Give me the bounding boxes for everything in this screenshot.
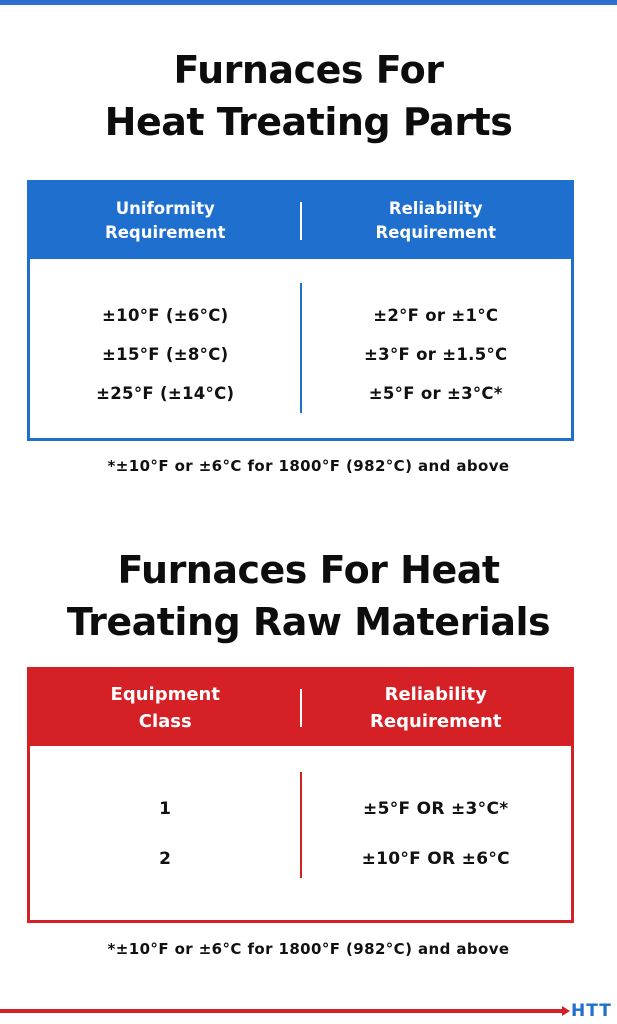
column-divider <box>300 772 302 878</box>
footer-arrow-icon <box>562 1006 570 1016</box>
reliability-column <box>301 746 572 920</box>
footer-rule <box>0 1009 566 1013</box>
column-divider <box>300 283 302 413</box>
header-line: Requirement <box>375 223 496 242</box>
header-line: Reliability <box>384 684 487 705</box>
table-cell: ±10°F OR ±6°C <box>361 849 510 869</box>
reliability-requirement-header <box>301 670 572 746</box>
raw-materials-requirements-table <box>27 667 574 923</box>
header-line: Uniformity <box>115 199 215 218</box>
table-cell: ±10°F (±6°C) <box>102 306 229 325</box>
parts-requirements-table <box>27 180 574 441</box>
reliability-column <box>301 259 572 438</box>
table-cell: ±5°F OR ±3°C* <box>363 799 509 819</box>
table-header <box>30 183 571 259</box>
reliability-requirement-header <box>301 183 572 259</box>
section1-title <box>0 44 617 148</box>
uniformity-requirement-header <box>30 183 301 259</box>
section2-footnote: *±10°F or ±6°C for 1800°F (982°C) and above <box>107 940 510 958</box>
table-cell: ±3°F or ±1.5°C <box>364 345 508 364</box>
header-line: Class <box>138 711 192 732</box>
section2-title <box>0 544 617 648</box>
equipment-class-header <box>30 670 301 746</box>
top-rule <box>0 0 617 5</box>
header-line: Reliability <box>388 199 483 218</box>
htt-logo: HTT <box>571 1001 612 1021</box>
header-divider <box>300 202 302 240</box>
table-header <box>30 670 571 746</box>
header-line: Requirement <box>370 711 502 732</box>
section1-title-line1: Furnaces For <box>173 48 444 92</box>
table-cell: ±2°F or ±1°C <box>373 306 499 325</box>
equipment-class-column <box>30 746 301 920</box>
section2-title-line1: Furnaces For Heat <box>117 548 500 592</box>
uniformity-column <box>30 259 301 438</box>
header-line: Equipment <box>110 684 220 705</box>
table-cell: ±5°F or ±3°C* <box>368 384 503 403</box>
table-cell: ±15°F (±8°C) <box>102 345 229 364</box>
table-cell: 2 <box>159 849 172 869</box>
header-line: Requirement <box>105 223 226 242</box>
table-body <box>30 746 571 920</box>
section2-title-line2: Treating Raw Materials <box>66 600 551 644</box>
header-divider <box>300 689 302 727</box>
section1-footnote: *±10°F or ±6°C for 1800°F (982°C) and above <box>107 457 510 475</box>
table-body <box>30 259 571 438</box>
table-cell: ±25°F (±14°C) <box>96 384 235 403</box>
table-cell: 1 <box>159 799 172 819</box>
section1-title-line2: Heat Treating Parts <box>104 100 513 144</box>
